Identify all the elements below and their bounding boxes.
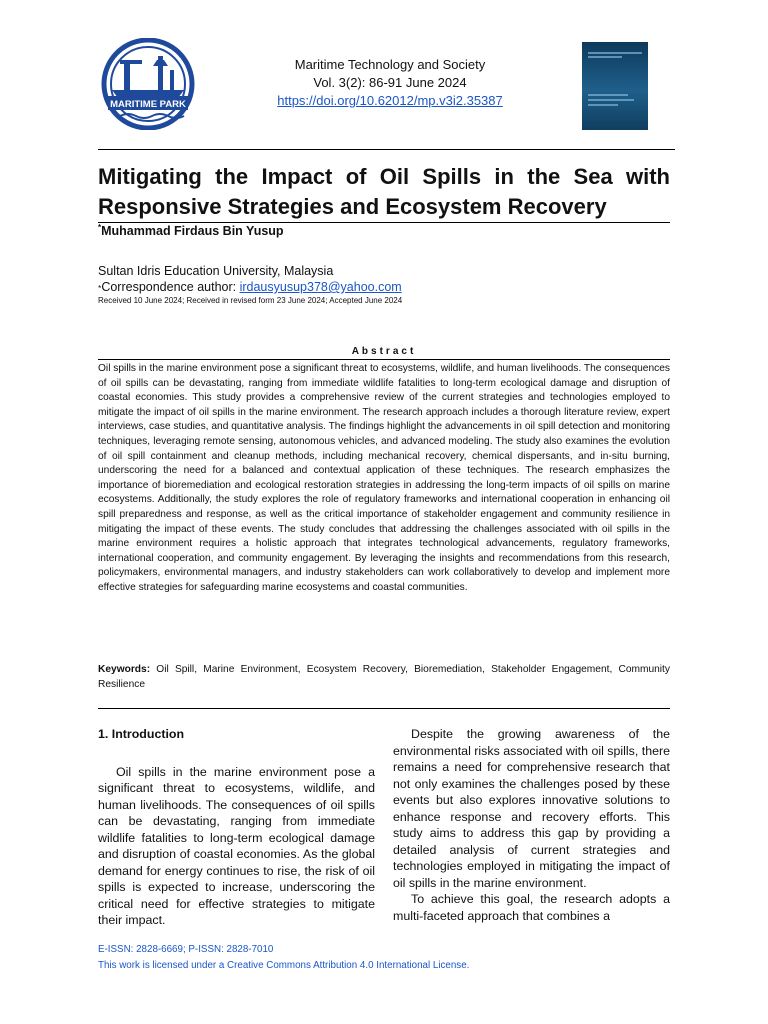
correspondence — [98, 279, 402, 296]
corr-label: Correspondence author: — [101, 280, 240, 294]
journal-volume: Vol. 3(2): 86-91 June 2024 — [313, 75, 467, 90]
intro-paragraph-1: Oil spills in the marine environment pose a significant threat to ecosystems, wildlife, and human livelihoods. The consequences of oil spills can be devastating, ranging from immediate wildlife fatalities to long-term ecological damage and disruption of coastal economies. As the global demand for energy continues to rise, the risk of oil spills is expected to increase, underscoring the critical need for effective strategies to mitigate their impact. — [98, 764, 375, 927]
abstract-text: Oil spills in the marine environment pose a significant threat to ecosystems, wildlife, and human livelihoods. The consequences of oil spills can be devastating, ranging from immediate wildlife fatalities to long-term ecological damage and disruption of coastal economies. This study provides a comprehensive review of the current strategies and technologies employed to mitigate the impact of oil spills in the marine environment. The research approach includes a thorough literature review, expert interviews, case studies, and quantitative analysis. The findings highlight the advancements in oil spill detection and monitoring techniques, leveraging remote sensing, autonomous vehicles, and advanced modeling. The study also examines the evolution of oil spill containment and cleanup methods, including mechanical recovery, chemical dispersants, and in-situ burning, underscoring the need for a balanced and contextual application of these techniques. The research emphasizes the importance of bioremediation and ecological restoration strategies in addressing the long-term impacts of oil spills on marine ecosystems. Additionally, the study explores the role of regulatory frameworks and international cooperation in enhancing oil spill preparedness and response, as well as the critical importance of stakeholder engagement and community resilience in mitigating the impact of these events. The study concludes that addressing the challenges associated with oil spills in the marine environment requires a holistic approach that integrates technological advancements, regulatory frameworks, international cooperation, and community engagement. By leveraging the insights and recommendations from this research, policymakers, environmental managers, and industry stakeholders can work collaboratively to develop and implement more effective strategies for safeguarding marine ecosystems and coastal communities. — [98, 363, 670, 593]
issn-line: E-ISSN: 2828-6669; P-ISSN: 2828-7010 — [98, 944, 274, 955]
intro-paragraph-2: Despite the growing awareness of the environmental risks associated with oil spills, there remains a need for comprehensive research that not only examines the challenges posed by these events but also explores innovative solutions to enhance response and recovery efforts. This study aims to address this gap by providing a detailed analysis of current strategies and technologies employed in mitigating the impact of oil spills in the marine environment. — [393, 727, 670, 890]
author-name-text: Muhammad Firdaus Bin Yusup — [101, 224, 284, 239]
keywords-divider — [98, 708, 670, 709]
svg-text:MARITIME PARK: MARITIME PARK — [110, 99, 186, 110]
journal-name: Maritime Technology and Society — [294, 57, 486, 72]
journal-logo — [98, 38, 198, 130]
intro-paragraph-3: To achieve this goal, the research adopts a multi-faceted approach that combines a — [393, 892, 670, 923]
affiliation — [98, 263, 402, 296]
institution: Sultan Idris Education University, Malaysia — [98, 264, 334, 278]
abstract-divider — [98, 359, 670, 360]
paper-title: Mitigating the Impact of Oil Spills in the Sea with Responsive Strategies and Ecosystem Recovery — [98, 164, 670, 219]
keywords-list: Oil Spill, Marine Environment, Ecosystem Recovery, Bioremediation, Stakeholder Engagement, Community Resilience — [98, 664, 670, 690]
author-name — [98, 223, 284, 238]
doi-link[interactable]: https://doi.org/10.62012/mp.v3i2.35387 — [277, 93, 503, 108]
abstract-heading: Abstract — [351, 346, 417, 357]
keywords-label: Keywords: — [98, 664, 151, 675]
journal-cover-thumbnail — [582, 42, 648, 130]
corr-email-link[interactable]: irdausyusup378@yahoo.com — [239, 280, 402, 294]
keywords — [98, 662, 670, 692]
license-link[interactable]: This work is licensed under a Creative Commons Attribution 4.0 International License. — [98, 960, 470, 971]
header-divider — [98, 149, 675, 150]
corr-mark: * — [98, 283, 102, 293]
body-right-column — [393, 726, 670, 924]
author-mark: * — [98, 223, 102, 232]
section-heading-introduction: 1. Introduction — [98, 727, 185, 741]
journal-info — [240, 56, 540, 110]
page-footer — [98, 942, 469, 974]
maritime-park-logo-icon — [98, 38, 198, 130]
body-left-column — [98, 726, 375, 929]
received-dates: Received 10 June 2024; Received in revised form 23 June 2024; Accepted June 2024 — [98, 296, 403, 305]
